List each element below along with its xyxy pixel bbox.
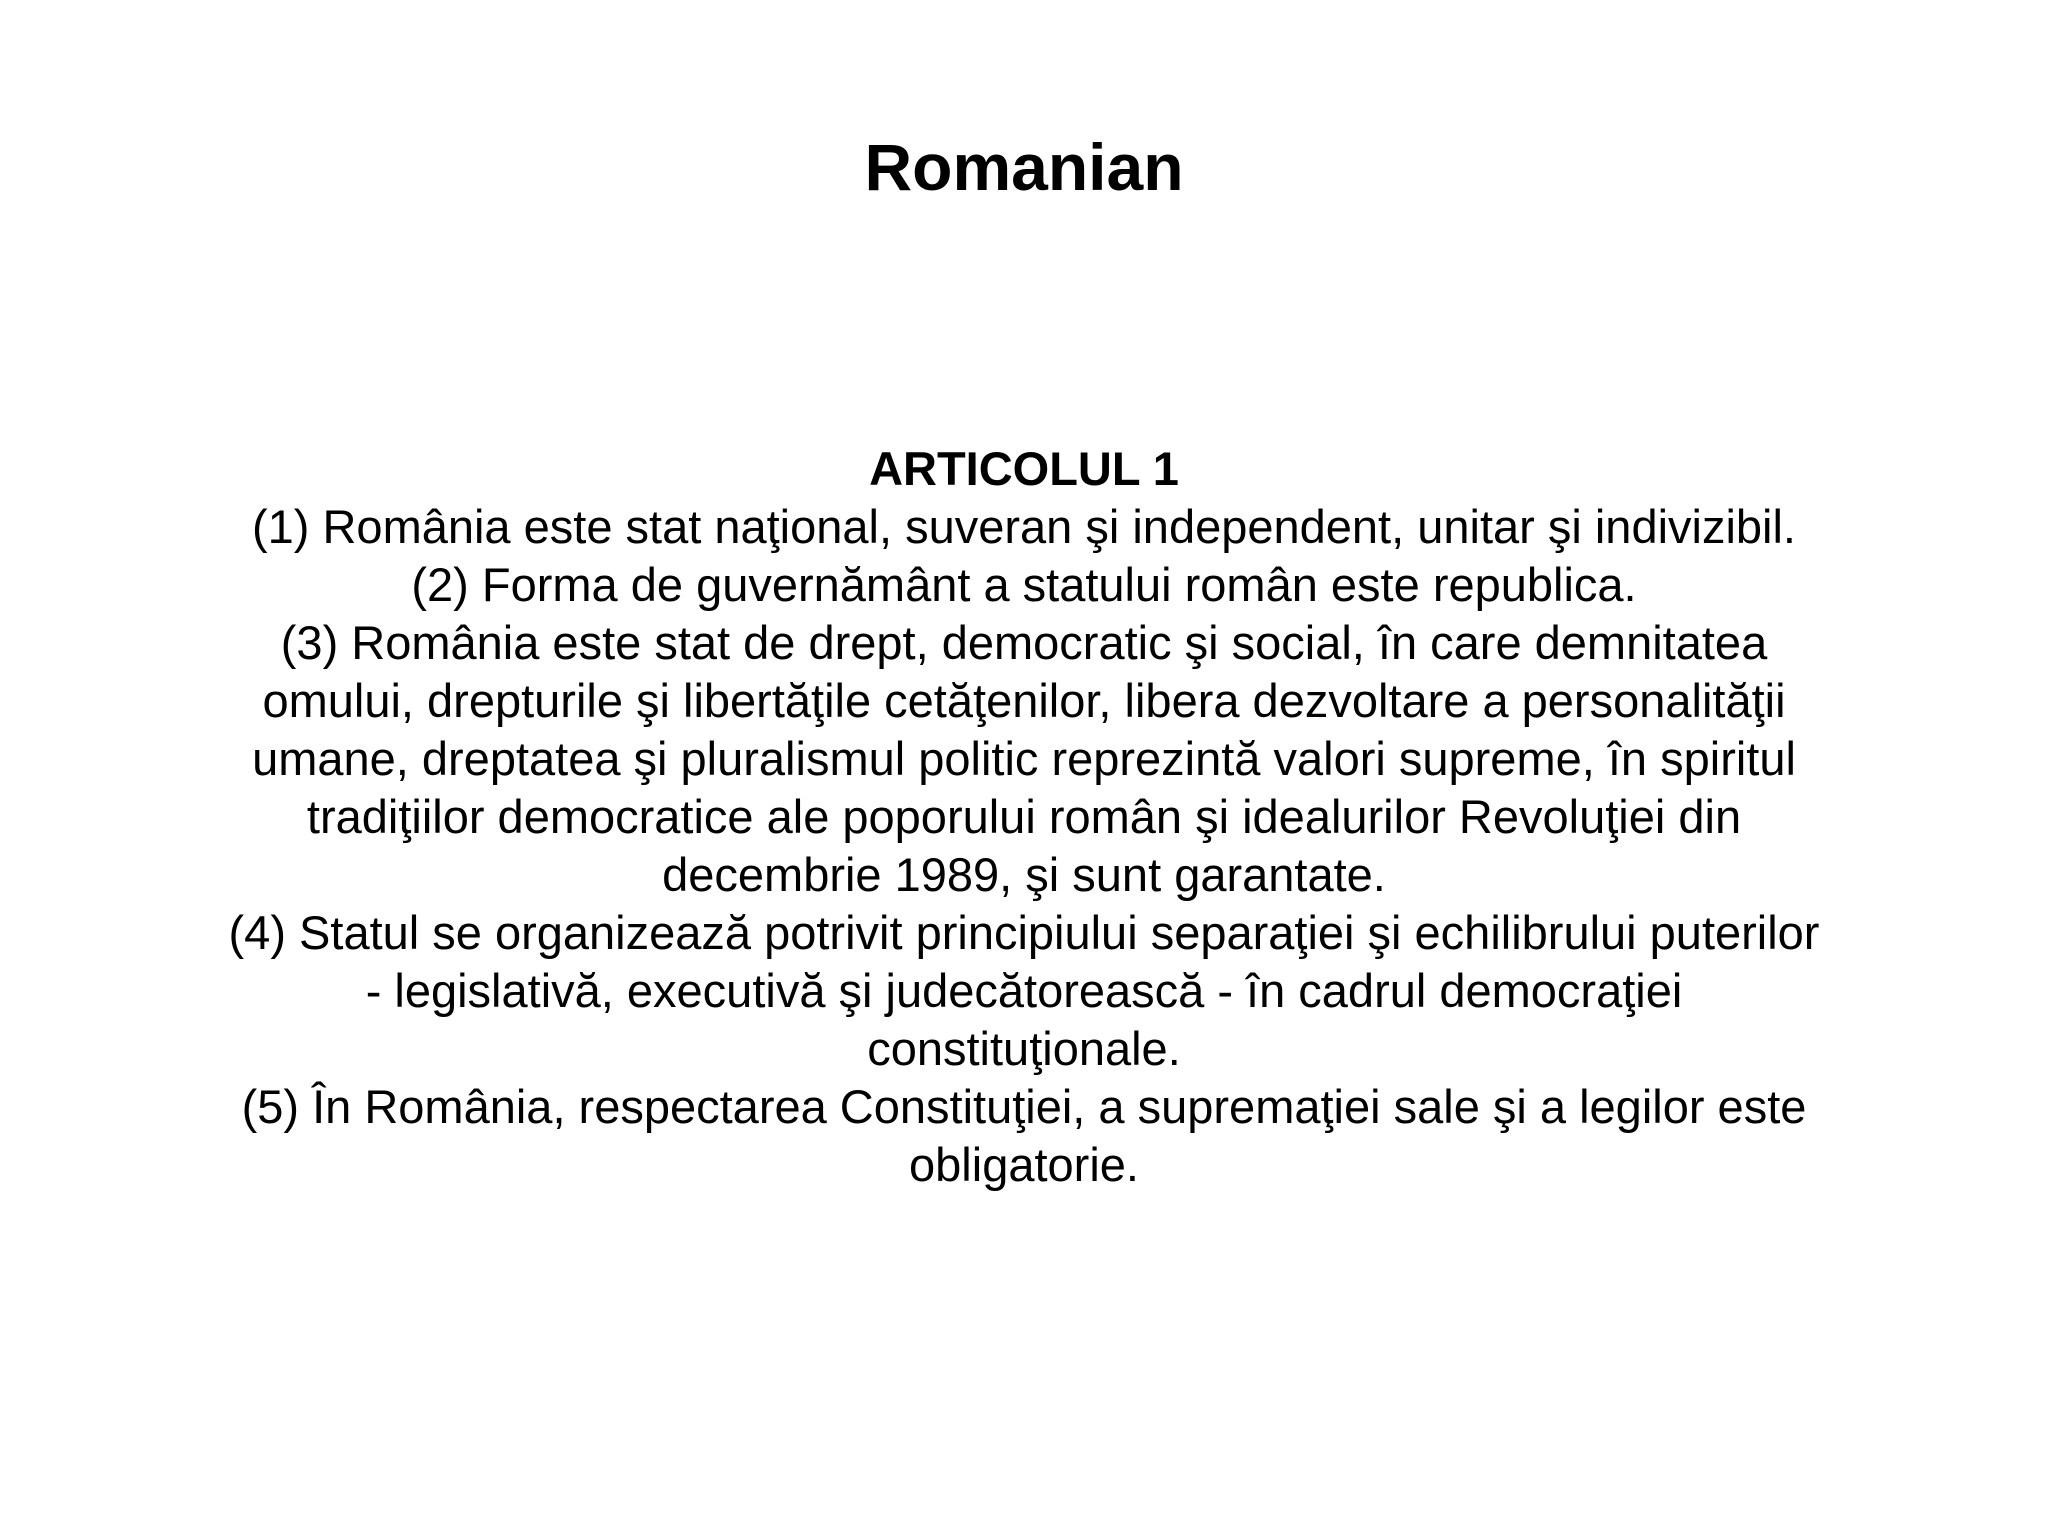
article-body bbox=[224, 440, 1824, 1194]
article-paragraph-3: (3) România este stat de drept, democratic şi social, în care demnitatea omului, drepturile şi libertăţile cetăţenilor, libera dezvoltare a personalităţii umane, dreptatea şi pluralismul politic reprezintă valori supreme, în spiritul tradiţiilor democratice ale poporului român şi idealurilor Revoluţiei din decembrie 1989, şi sunt garantate. bbox=[252, 616, 1796, 901]
slide-title: Romanian bbox=[864, 130, 1184, 204]
article-paragraph-1: (1) România este stat naţional, suveran şi independent, unitar şi indivizibil. bbox=[251, 500, 1796, 553]
article-heading: ARTICOLUL 1 bbox=[869, 442, 1179, 495]
article-paragraph-4: (4) Statul se organizează potrivit principiului separaţiei şi echilibrului puterilor - legislativă, executivă şi judecătorească - în cadrul democraţiei constituţionale. bbox=[228, 906, 1820, 1075]
article-paragraph-5: (5) În România, respectarea Constituţiei, a supremaţiei sale şi a legilor este obligatorie. bbox=[241, 1080, 1807, 1191]
article-paragraph-2: (2) Forma de guvernământ a statului român este republica. bbox=[411, 558, 1637, 611]
